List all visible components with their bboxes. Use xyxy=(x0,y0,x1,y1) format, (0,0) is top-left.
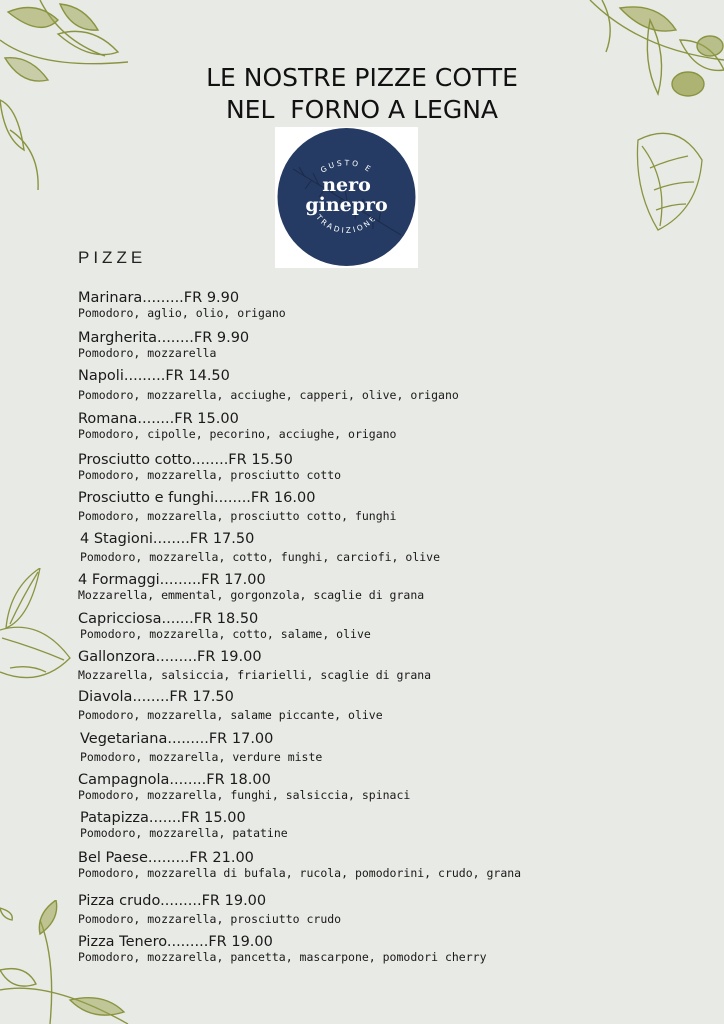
menu-item-name: Prosciutto cotto........FR 15.50 xyxy=(78,452,293,468)
menu-title xyxy=(0,62,724,126)
menu-item-description: Pomodoro, cipolle, pecorino, acciughe, origano xyxy=(78,427,397,441)
menu-item-description: Pomodoro, aglio, olio, origano xyxy=(78,306,286,320)
menu-item-name: Vegetariana.........FR 17.00 xyxy=(80,731,274,747)
menu-item-description: Pomodoro, mozzarella, prosciutto cotto, funghi xyxy=(78,509,397,523)
menu-item xyxy=(78,330,249,360)
menu-item-name: 4 Formaggi.........FR 17.00 xyxy=(78,572,266,588)
menu-item-description: Pomodoro, mozzarella, patatine xyxy=(80,826,288,840)
menu-title-line-2: NEL FORNO A LEGNA xyxy=(225,95,499,124)
menu-item xyxy=(78,490,397,523)
menu-item-description: Pomodoro, mozzarella, cotto, salame, olive xyxy=(80,627,371,641)
logo-word-nero: nero xyxy=(322,174,371,196)
menu-title-line-1: LE NOSTRE PIZZE COTTE xyxy=(206,63,518,92)
logo-top-text: GUSTO E xyxy=(318,158,375,175)
menu-item-description: Pomodoro, mozzarella, funghi, salsiccia, spinaci xyxy=(78,788,411,802)
section-heading-pizze: PIZZE xyxy=(78,248,147,267)
menu-item xyxy=(78,689,383,722)
menu-item-name: Pizza crudo.........FR 19.00 xyxy=(78,893,267,909)
menu-item-name: Napoli.........FR 14.50 xyxy=(78,368,230,384)
menu-item-name: Diavola........FR 17.50 xyxy=(78,689,234,705)
menu-item-description: Mozzarella, emmental, gorgonzola, scaglie di grana xyxy=(78,588,425,602)
menu-item-description: Pomodoro, mozzarella, prosciutto cotto xyxy=(78,468,342,482)
menu-item xyxy=(78,893,341,926)
restaurant-logo xyxy=(275,127,418,268)
menu-item xyxy=(78,572,424,602)
menu-item xyxy=(80,531,440,564)
logo-word-ginepro: ginepro xyxy=(305,194,388,216)
menu-item-name: Patapizza.......FR 15.00 xyxy=(80,810,246,826)
menu-item-description: Pomodoro, mozzarella di bufala, rucola, pomodorini, crudo, grana xyxy=(78,866,522,880)
menu-item-description: Pomodoro, mozzarella, salame piccante, olive xyxy=(78,708,383,722)
logo-emblem-icon xyxy=(275,127,418,268)
menu-item-description: Mozzarella, salsiccia, friarielli, scaglie di grana xyxy=(78,668,432,682)
menu-item-name: 4 Stagioni........FR 17.50 xyxy=(80,531,255,547)
menu-item xyxy=(78,649,431,682)
menu-item xyxy=(78,290,286,320)
menu-item xyxy=(78,772,410,802)
menu-item xyxy=(78,611,371,641)
menu-item-name: Capricciosa.......FR 18.50 xyxy=(78,611,259,627)
menu-item xyxy=(78,368,459,402)
basil-leaf-right-icon xyxy=(628,120,718,240)
menu-item xyxy=(78,411,397,441)
menu-item-description: Pomodoro, mozzarella xyxy=(78,346,217,360)
menu-item-name: Bel Paese.........FR 21.00 xyxy=(78,850,254,866)
menu-item-name: Prosciutto e funghi........FR 16.00 xyxy=(78,490,316,506)
basil-leaf-left-icon xyxy=(0,568,80,688)
menu-item xyxy=(80,810,288,840)
menu-item-description: Pomodoro, mozzarella, acciughe, capperi, olive, origano xyxy=(78,388,459,402)
menu-item xyxy=(78,850,521,880)
menu-item-name: Margherita........FR 9.90 xyxy=(78,330,250,346)
menu-item-description: Pomodoro, mozzarella, prosciutto crudo xyxy=(78,912,342,926)
menu-item-name: Campagnola........FR 18.00 xyxy=(78,772,271,788)
menu-item xyxy=(80,731,322,764)
menu-item-name: Romana........FR 15.00 xyxy=(78,411,239,427)
menu-item-name: Marinara.........FR 9.90 xyxy=(78,290,240,306)
menu-item-description: Pomodoro, mozzarella, verdure miste xyxy=(80,750,323,764)
menu-item xyxy=(78,452,341,482)
logo-bottom-text: TRADIZIONE xyxy=(314,212,379,236)
menu-item-name: Gallonzora.........FR 19.00 xyxy=(78,649,262,665)
menu-item xyxy=(78,934,487,964)
menu-item-description: Pomodoro, mozzarella, pancetta, mascarpone, pomodori cherry xyxy=(78,950,487,964)
menu-item-description: Pomodoro, mozzarella, cotto, funghi, carciofi, olive xyxy=(80,550,441,564)
menu-item-name: Pizza Tenero.........FR 19.00 xyxy=(78,934,273,950)
